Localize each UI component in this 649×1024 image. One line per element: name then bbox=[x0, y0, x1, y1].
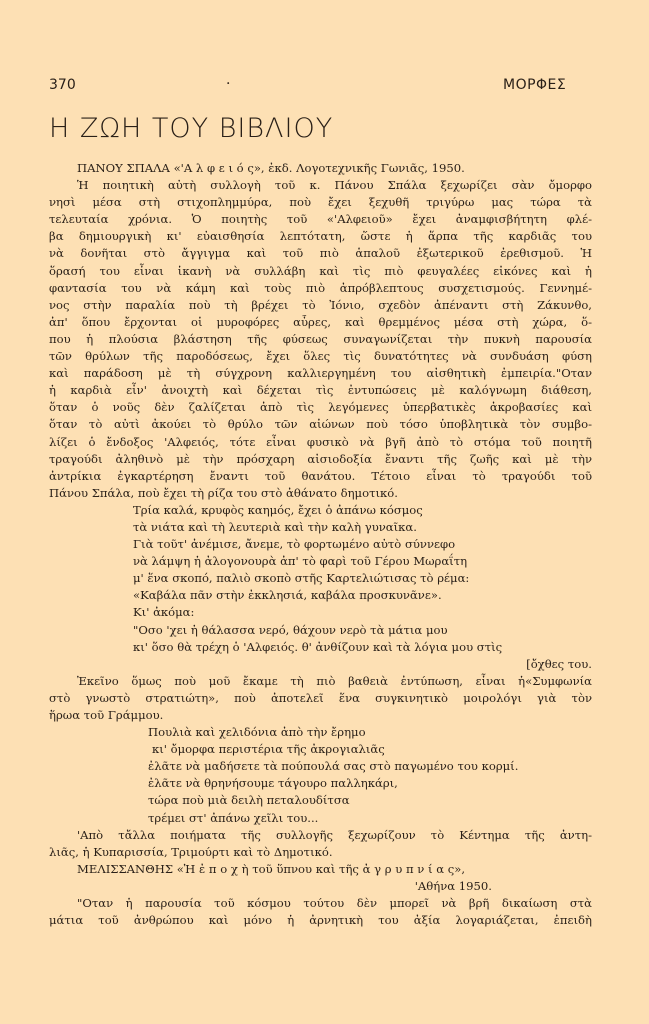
text-line: ἀντρίκια ἐγκαρτέρηση ἔναντι τοῦ θανάτου. Τέτοιο εἶναι τὸ τραγούδι τοῦ bbox=[49, 468, 592, 483]
verse-line-continuation: [ὄχθες του. bbox=[526, 656, 592, 671]
verse-line: Πουλιὰ καὶ χελιδόνια ἀπὸ τὴν ἔρημο bbox=[148, 725, 366, 740]
text-line: λιᾶς, ἡ Κυπαρισσία, Τριμούρτι καὶ τὸ Δημοτικό. bbox=[49, 844, 333, 859]
header-dot: · bbox=[226, 76, 231, 92]
text-line: καὶ παράδοση μὲ τὴ σύγχρονη καλλιεργημένη του αἰσθητικὴ ἐμπειρία."Οταν bbox=[49, 366, 592, 381]
text-line: Ἡ ποιητικὴ αὐτὴ συλλογὴ τοῦ κ. Πάνου Σπάλα ξεχωρίζει σὰν ὄμορφο bbox=[77, 178, 592, 193]
verse-line: κι' ὅσο θὰ τρέχη ὁ 'Αλφειός. θ' ἀνθίζουν καὶ τὰ λόγια μου στὶς bbox=[133, 639, 503, 654]
text-line: ὅρασή του εἶναι ἱκανὴ νὰ συλλάβη καὶ τὶς πιὸ φευγαλέες εἰκόνες καὶ ἡ bbox=[49, 263, 592, 278]
text-line: φαντασία του νὰ κάμη καὶ τοὺς πιὸ ἀπρόβλεπτους συσχετισμούς. Γεννημέ- bbox=[49, 280, 592, 295]
verse-line: Γιὰ τοῦτ' ἀνέμισε, ἄνεμε, τὸ φορτωμένο αὐτὸ σύννεφο bbox=[133, 537, 456, 552]
verse-line: τρέμει στ' ἀπάνω χεῖλι του... bbox=[148, 810, 319, 825]
verse-line: τώρα ποὺ μιὰ δειλὴ πεταλουδίτσα bbox=[148, 793, 350, 808]
text-line: τραγούδι ἀληθινὸ μὲ τὴν πρόσχαρη αἰσιοδοξία ἔναντι τῆς ζωῆς καὶ μὲ τὴν bbox=[49, 451, 592, 466]
verse-line: νὰ λάμψη ἡ ἀλογονουρὰ ἀπ' τὸ φαρὶ τοῦ Γέρου Μωραΐτη bbox=[133, 554, 468, 569]
text-line: που ἡ πλούσια βλάστηση τῆς φύσεως συναγωνίζεται τὴν πυκνὴ παρουσία bbox=[49, 331, 592, 346]
verse-line: «Καβάλα πᾶν στὴν ἐκκλησιά, καβάλα προσκυνᾶνε». bbox=[133, 588, 442, 603]
text-line: ὅταν τὸ αὐτὶ ἀκούει τὸ θρύλο τῶν αἰώνων ποὺ τόσο ὑποβλητικὰ τὸν συμβο- bbox=[49, 417, 592, 432]
verse-line: μ' ἕνα σκοπό, παλιὸ σκοπὸ στῆς Καρτελιώτισας τὸ ρέμα: bbox=[133, 571, 470, 586]
section-title: Η ΖΩΗ ΤΟΥ ΒΙΒΛΙΟΥ bbox=[49, 113, 334, 144]
text-line: 'Απὸ τἄλλα ποιήματα τῆς συλλογῆς ξεχωρίζουν τὸ Κέντημα τῆς ἀντη- bbox=[77, 827, 592, 842]
verse-line: "Οσο 'χει ἡ θάλασσα νερό, θάχουν νερὸ τὰ μάτια μου bbox=[133, 622, 448, 637]
verse-line: τὰ νιάτα καὶ τὴ λευτεριὰ καὶ τὴν καλὴ γυναῖκα. bbox=[133, 519, 417, 534]
text-line: ἀπ' ὅπου ἔρχονται οἱ μυροφόρες αὖρες, καὶ θρεμμένος μέσα στὴ χώρα, ὅ- bbox=[49, 314, 592, 329]
review-heading: ΠΑΝΟΥ ΣΠΑΛΑ «'Α λ φ ε ι ό ς», ἐκδ. Λογοτεχνικῆς Γωνιᾶς, 1950. bbox=[77, 161, 465, 175]
text-line: βα δημιουργικὴ κι' εὐαισθησία λεπτότατη, ὥστε ἡ ἅρπα τῆς καρδιᾶς του bbox=[49, 229, 592, 244]
text-line: νησὶ μέσα στὴ στιχοπλημμύρα, ποὺ ἔχει ξεχυθῆ τριγύρω μας τώρα τὰ bbox=[49, 195, 592, 210]
text-line: Πάνου Σπάλα, ποὺ ἔχει τὴ ρίζα του στὸ ἀθάνατο δημοτικό. bbox=[49, 485, 398, 500]
review-heading: ΜΕΛΙΣΣΑΝΘΗΣ «Ἡ ἐ π ο χ ὴ τοῦ ὕπνου καὶ τῆς ἀ γ ρ υ π ν ί α ς», bbox=[77, 861, 466, 876]
text-line: Ἐκεῖνο ὅμως ποὺ μοῦ ἔκαμε τὴ πιὸ βαθειὰ ἐντύπωση, εἶναι ἡ«Συμφωνία bbox=[77, 673, 592, 688]
verse-line: Τρία καλά, κρυφὸς καημός, ἔχει ὁ ἀπάνω κόσμος bbox=[133, 502, 423, 517]
body-text bbox=[49, 160, 592, 929]
text-line: τῶν θρύλων τῆς παροδόσεως, ἔχει ὅλες τὶς δυνατότητες νὰ συνδυάση φύση bbox=[49, 349, 592, 364]
text-line: μάτια τοῦ ἀνθρώπου καὶ μόνο ἡ ἀρνητικὴ του ἀξία λογαριάζεται, ἐπειδὴ bbox=[49, 913, 592, 928]
text-line: νος στὴν παραλία ποὺ τὴ βρέχει τὸ Ἰόνιο, σχεδὸν ἀπέναντι στὴ Ζάκυνθο, bbox=[49, 297, 592, 312]
verse-line: κι' ὄμορφα περιστέρια τῆς ἀκρογιαλιᾶς bbox=[152, 742, 385, 757]
page-number: 370 bbox=[49, 77, 76, 93]
text-line: ἡ καρδιὰ εἶν' ἀνοιχτὴ καὶ δέχεται τὶς ἐντυπώσεις μὲ καλόγνωμη διάθεση, bbox=[49, 383, 592, 398]
text-line: λίζει ὁ ἔνδοξος 'Αλφειός, τότε εἶναι φυσικὸ νὰ βγῆ ἀπὸ τὸ στόμα τοῦ ποιητῆ bbox=[49, 434, 592, 449]
text-line: τελευταία χρόνια. Ὁ ποιητὴς τοῦ «'Αλφειοῦ» ἔχει ἀναμφισβήτητη φλέ- bbox=[49, 212, 592, 227]
verse-line: ἐλᾶτε νὰ μαδήσετε τὰ πούπουλά σας στὸ παγωμένο του κορμί. bbox=[148, 759, 519, 774]
text-line: "Οταν ἡ παρουσία τοῦ κόσμου τούτου δὲν μπορεῖ νὰ βρῆ δικαίωση στὰ bbox=[77, 896, 592, 911]
verse-line: Κι' ἀκόμα: bbox=[133, 605, 195, 620]
journal-name: ΜΟΡΦΕΣ bbox=[503, 77, 567, 93]
text-line: ὅταν ὁ νοῦς δὲν ζαλίζεται ἀπὸ τὶς λεγόμενες ὑπερβατικὲς ἀκροβασίες καὶ bbox=[49, 400, 592, 415]
publication-place-year: 'Αθήνα 1950. bbox=[414, 878, 492, 893]
text-line: νὰ δονῆται στὸ ἄγγιγμα καὶ τοῦ πιὸ ἁπαλοῦ ἐξωτερικοῦ ἐρεθισμοῦ. Ἡ bbox=[49, 246, 592, 261]
text-line: ἥρωα τοῦ Γράμμου. bbox=[49, 708, 164, 722]
text-line: στὸ γνωστὸ στρατιώτη», ποὺ ἀποτελεῖ ἕνα συγκινητικὸ μοιρολόγι γιὰ τὸν bbox=[49, 690, 592, 705]
verse-line: ἐλᾶτε νὰ θρηνήσουμε τάγουρο παλληκάρι, bbox=[148, 776, 398, 791]
